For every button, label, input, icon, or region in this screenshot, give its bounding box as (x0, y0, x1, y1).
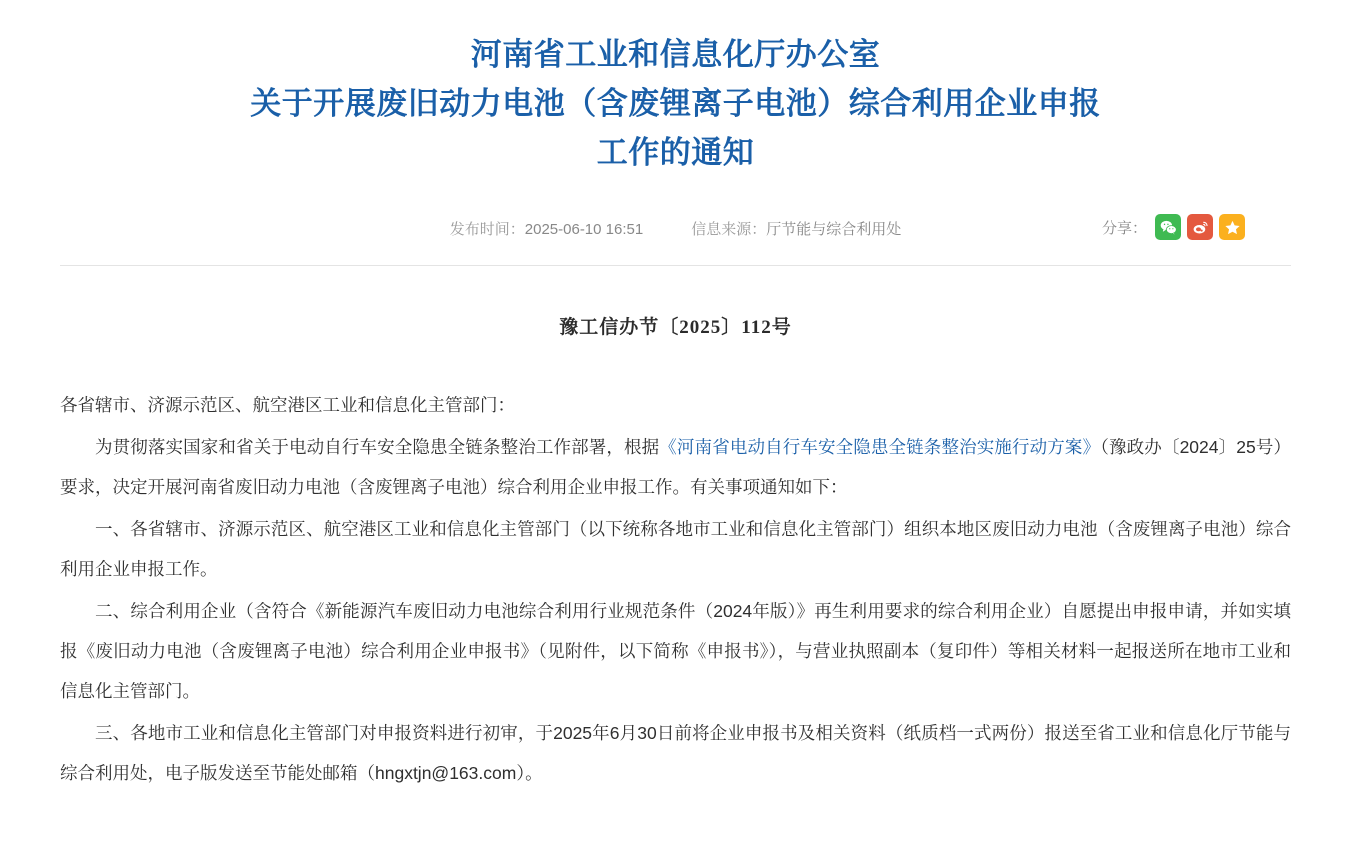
document-meta-bar (60, 213, 1291, 266)
share-bar (1102, 213, 1251, 241)
body-paragraph (60, 713, 1291, 793)
publish-time (450, 218, 643, 239)
paragraph-text: 一、各省辖市、济源示范区、航空港区工业和信息化主管部门（以下统称各地市工业和信息化主管部门）组织本地区废旧动力电池（含废锂离子电池）综合利用企业申报工作。 (60, 519, 1291, 579)
paragraph-text: 三、各地市工业和信息化主管部门对申报资料进行初审，于2025年6月30日前将企业申报书及相关资料（纸质档一式两份）报送至省工业和信息化厅节能与综合利用处，电子版发送至节能处邮箱（hngxtjn@163.com）。 (60, 723, 1291, 783)
information-source-label: 信息来源： (691, 220, 767, 238)
wechat-share-icon[interactable] (1155, 214, 1181, 240)
body-paragraph (60, 591, 1291, 711)
document-body (60, 385, 1291, 825)
document-number: 豫工信办节〔2025〕112号 (559, 317, 792, 338)
paragraph-text: （豫政办〔2024〕25号）要求，决定开展河南省废旧动力电池（含废锂离子电池）综合利用企业申报工作。有关事项通知如下： (60, 437, 1292, 497)
publish-time-value: 2025-06-10 16:51 (524, 220, 644, 238)
body-paragraph (60, 427, 1291, 507)
information-source-value: 厅节能与综合利用处 (766, 220, 902, 238)
doc-title-line-2: 关于开展废旧动力电池（含废锂离子电池）综合利用企业申报 (250, 86, 1101, 121)
salutation: 各省辖市、济源示范区、航空港区工业和信息化主管部门： (60, 395, 515, 415)
paragraph-text: 二、综合利用企业（含符合《新能源汽车废旧动力电池综合利用行业规范条件（2024年版）》再生利用要求的综合利用企业）自愿提出申报申请，并如实填报《废旧动力电池（含废锂离子电池）综合利用企业申报书》（见附件，以下简称《申报书》），与营业执照副本（复印件）等相关材料一起报送所在地市工业和信息化主管部门。 (60, 601, 1291, 701)
paragraph-text: 为贯彻落实国家和省关于电动自行车安全隐患全链条整治工作部署，根据 (95, 437, 660, 457)
publish-time-label: 发布时间： (449, 220, 525, 238)
share-label: 分享： (1101, 219, 1147, 237)
body-paragraph-list (60, 427, 1291, 793)
weibo-share-icon[interactable] (1187, 214, 1213, 240)
inline-document-link[interactable]: 《河南省电动自行车安全隐患全链条整治实施行动方案》 (659, 437, 1101, 457)
body-paragraph (60, 509, 1291, 589)
doc-title-line-1: 河南省工业和信息化厅办公室 (470, 37, 881, 72)
qzone-share-icon[interactable] (1219, 214, 1245, 240)
doc-title-line-3: 工作的通知 (596, 135, 755, 170)
information-source (691, 218, 901, 239)
page-title (60, 0, 1291, 177)
